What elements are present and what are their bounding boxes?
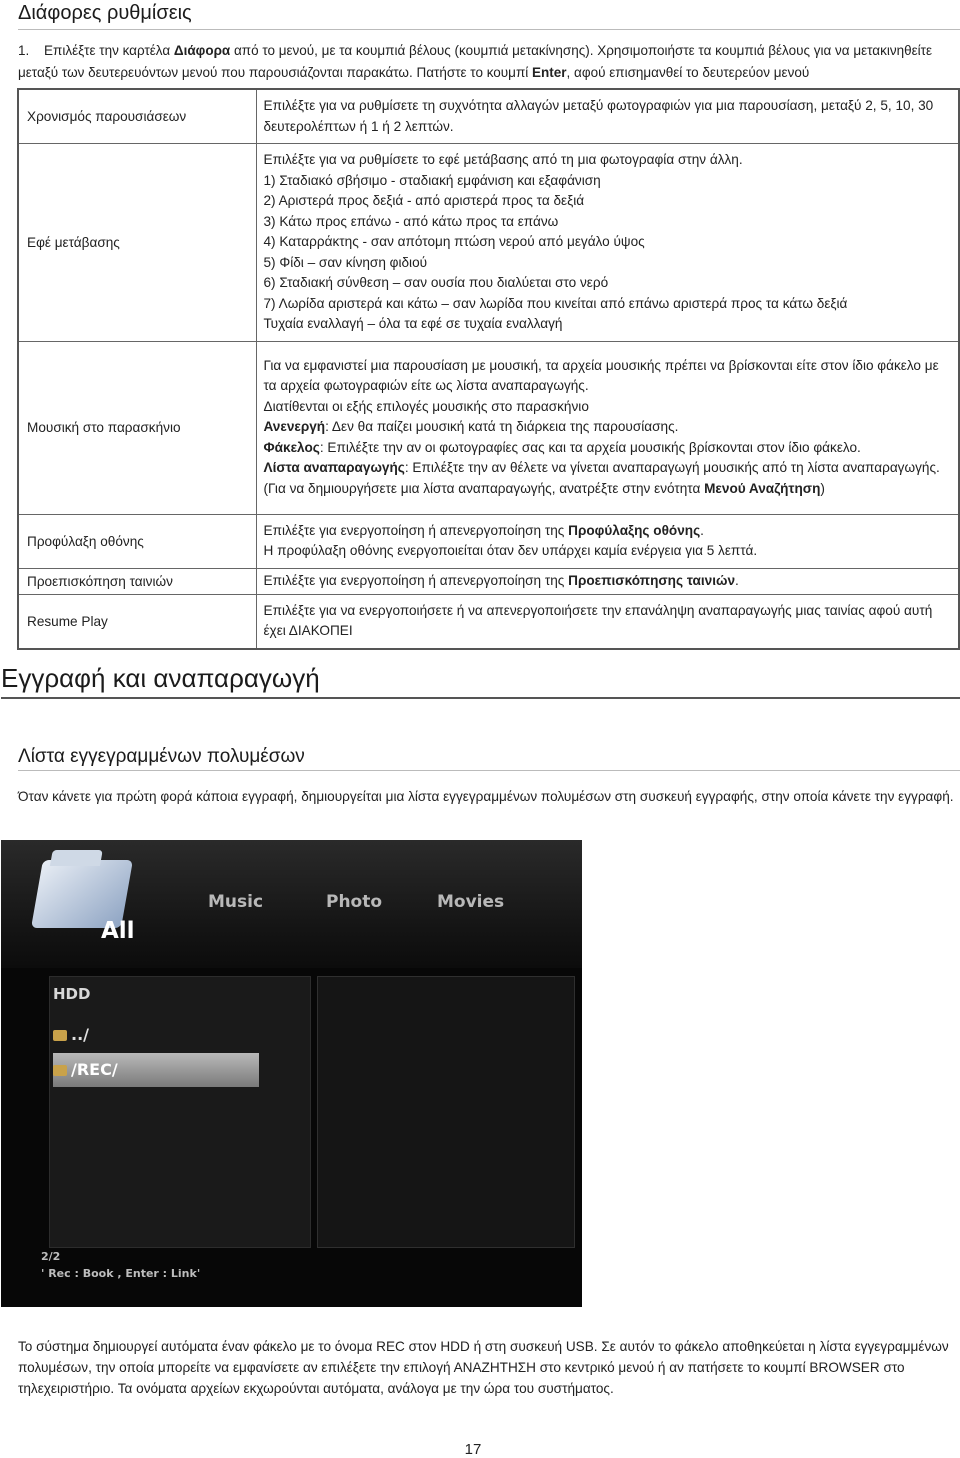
music-off-text: : Δεν θα παίζει μουσική κατά τη διάρκεια της παρουσίασης. bbox=[325, 419, 679, 435]
transition-line: 7) Λωρίδα αριστερά και κάτω – σαν λωρίδα που κινείται από επάνω αριστερά προς τα κάτω δεξιά bbox=[263, 295, 848, 311]
transition-line: 5) Φίδι – σαν κίνηση φιδιού bbox=[263, 254, 428, 270]
page-number: 17 bbox=[464, 1441, 482, 1458]
setting-desc-background-music bbox=[256, 341, 959, 514]
folder-icon bbox=[53, 1065, 67, 1076]
transition-line: 4) Καταρράκτης - σαν απότομη πτώση νερού από μεγάλο ύψος bbox=[263, 234, 645, 249]
tab-photo: Photo bbox=[326, 892, 383, 912]
screensaver-line-2: Η προφύλαξη οθόνης ενεργοποιείται όταν δεν υπάρχει καμία ενέργεια για 5 λεπτά. bbox=[263, 543, 758, 558]
setting-desc-screensaver bbox=[256, 514, 959, 568]
setting-label-resume-play: Resume Play bbox=[18, 594, 256, 649]
key-hint: ' Rec : Book , Enter : Link' bbox=[41, 1267, 201, 1280]
table-row bbox=[18, 341, 959, 514]
transition-line: 6) Σταδιακή σύνθεση – σαν ουσία που διαλύεται στο νερό bbox=[263, 275, 609, 290]
music-playlist-end: ) bbox=[820, 480, 825, 496]
table-row bbox=[18, 594, 959, 649]
table-row bbox=[18, 144, 959, 342]
movie-preview-end: . bbox=[735, 572, 739, 588]
setting-label-movie-preview: Προεπισκόπηση ταινιών bbox=[18, 568, 256, 594]
transition-line: 2) Αριστερά προς δεξιά - από αριστερά προς τα δεξιά bbox=[263, 193, 585, 208]
file-list-panel bbox=[49, 976, 311, 1248]
paragraph-rec-folder: Το σύστημα δημιουργεί αυτόματα έναν φάκελο με το όνομα REC στον HDD ή στη συσκευή USB. Σε αυτόν το φάκελο αποθηκεύεται η λίστα εγγεγραμμένων πολυμέσων, την οποία μπορείτε να εμφανίσετε αν επιλέξετε την επιλογή ΑΝΑΖΗΤΗΣΗ στο κεντρικό μενού ή αν πατήσετε το κουμπί BROWSER στο τηλεχειριστήριο. Τα ονόματα αρχείων εκχωρούνται αυτόματα, ανάλογα με την ώρα του συστήματος. bbox=[18, 1339, 949, 1396]
music-line: Διατίθενται οι εξής επιλογές μουσικής στο παρασκήνιο bbox=[263, 398, 589, 414]
screensaver-bold: Προφύλαξης οθόνης bbox=[568, 522, 701, 538]
list-item-parent: ../ bbox=[71, 1025, 89, 1044]
folder-icon bbox=[53, 1030, 67, 1041]
setting-desc-resume-play: Επιλέξτε για να ενεργοποιήσετε ή να απενεργοποιήσετε την επανάληψη αναπαραγωγής μιας ταινίας αφού αυτή έχει ΔΙΑΚΟΠΕΙ bbox=[256, 594, 959, 649]
setting-desc-transition-effect bbox=[256, 144, 959, 342]
section-divider bbox=[18, 29, 960, 30]
list-item-rec: /REC/ bbox=[71, 1060, 118, 1079]
browser-screenshot bbox=[1, 840, 582, 1307]
heading-recorded-media-list: Λίστα εγγεγραμμένων πολυμέσων bbox=[18, 746, 305, 767]
movie-preview-bold: Προεπισκόπησης ταινιών bbox=[568, 572, 736, 588]
intro-text-1: Επιλέξτε την καρτέλα bbox=[44, 43, 174, 58]
music-option-playlist bbox=[264, 458, 955, 499]
heading-record-playback: Εγγραφή και αναπαραγωγή bbox=[1, 663, 320, 693]
intro-text-3: , αφού επισημανθεί το δευτερεύον μενού bbox=[566, 65, 810, 80]
setting-label-screensaver: Προφύλαξη οθόνης bbox=[18, 514, 256, 568]
subheading-divider bbox=[18, 770, 960, 771]
device-label: HDD bbox=[53, 985, 91, 1003]
music-folder-text: : Επιλέξτε την αν οι φωτογραφίες σας και τα αρχεία μουσικής βρίσκονται στον ίδιο φάκελο. bbox=[319, 439, 861, 455]
setting-label-slideshow-timing: Χρονισμός παρουσιάσεων bbox=[18, 89, 256, 144]
settings-table bbox=[17, 88, 960, 650]
transition-line: Τυχαία εναλλαγή – όλα τα εφέ σε τυχαία εναλλαγή bbox=[263, 316, 563, 331]
intro-text-2: από το μενού, με τα κουμπιά βέλους (κουμπιά μετακίνησης). Χρησιμοποιήστε τα κουμπιά βέλους για να μετακινηθείτε μεταξύ των δευτερευόντων μενού που παρουσιάζονται παρακάτω. Πατήστε το κουμπί bbox=[18, 43, 932, 80]
page-indicator: 2/2 bbox=[41, 1250, 61, 1263]
intro-paragraph bbox=[18, 40, 960, 84]
paragraph-intro-recording: Όταν κάνετε για πρώτη φορά κάποια εγγραφή, δημιουργείται μια λίστα εγγεγραμμένων πολυμέσων στη συσκευή εγγραφής, στην οποία κάνετε την εγγραφή. bbox=[18, 789, 954, 804]
intro-bold-misc: Διάφορα bbox=[173, 43, 231, 58]
screensaver-line bbox=[264, 521, 955, 542]
music-option-folder bbox=[264, 438, 955, 459]
setting-desc-movie-preview bbox=[256, 568, 959, 594]
screensaver-end: . bbox=[700, 522, 704, 538]
transition-line: 3) Κάτω προς επάνω - από κάτω προς τα επάνω bbox=[263, 213, 559, 229]
tab-movies: Movies bbox=[437, 892, 505, 912]
preview-panel bbox=[317, 976, 575, 1248]
music-option-off bbox=[264, 417, 955, 438]
table-row bbox=[18, 89, 959, 144]
music-off-label: Ανενεργή bbox=[263, 419, 326, 435]
movie-preview-text: Επιλέξτε για ενεργοποίηση ή απενεργοποίηση της bbox=[263, 572, 569, 588]
music-playlist-ref: Μενού Αναζήτηση bbox=[704, 480, 821, 496]
table-row bbox=[18, 514, 959, 568]
table-row bbox=[18, 568, 959, 594]
setting-desc-slideshow-timing: Επιλέξτε για να ρυθμίσετε τη συχνότητα αλλαγών μεταξύ φωτογραφιών για μια παρουσίαση, μεταξύ 2, 5, 10, 30 δευτερολέπτων ή 1 ή 2 λεπτών. bbox=[256, 89, 959, 144]
music-line: Για να εμφανιστεί μια παρουσίαση με μουσική, τα αρχεία μουσικής πρέπει να βρίσκονται είτε στον ίδιο φάκελο με τα αρχεία φωτογραφιών είτε ως λίστα αναπαραγωγής. bbox=[263, 357, 939, 394]
tab-music: Music bbox=[208, 892, 264, 912]
setting-label-background-music: Μουσική στο παρασκήνιο bbox=[18, 341, 256, 514]
transition-line: Επιλέξτε για να ρυθμίσετε το εφέ μετάβασης από τη μια φωτογραφία στην άλλη. bbox=[263, 152, 743, 167]
transition-line: 1) Σταδιακό σβήσιμο - σταδιακή εμφάνιση και εξαφάνιση bbox=[263, 172, 601, 188]
music-folder-label: Φάκελος bbox=[263, 439, 320, 455]
music-playlist-text: : Επιλέξτε την αν θέλετε να γίνεται αναπαραγωγή μουσικής από τη λίστα αναπαραγωγής. (Για να δημιουργήσετε μια λίστα αναπαραγωγής, ανατρέξτε στην ενότητα bbox=[263, 460, 940, 496]
music-playlist-label: Λίστα αναπαραγωγής bbox=[263, 460, 405, 476]
intro-number: 1. bbox=[18, 43, 30, 58]
section-title: Διάφορες ρυθμίσεις bbox=[18, 2, 192, 24]
tab-all: All bbox=[101, 918, 135, 944]
intro-bold-enter: Enter bbox=[532, 65, 567, 80]
heading-divider bbox=[1, 697, 960, 699]
setting-label-transition-effect: Εφέ μετάβασης bbox=[18, 144, 256, 342]
screensaver-text: Επιλέξτε για ενεργοποίηση ή απενεργοποίηση της bbox=[263, 522, 569, 538]
